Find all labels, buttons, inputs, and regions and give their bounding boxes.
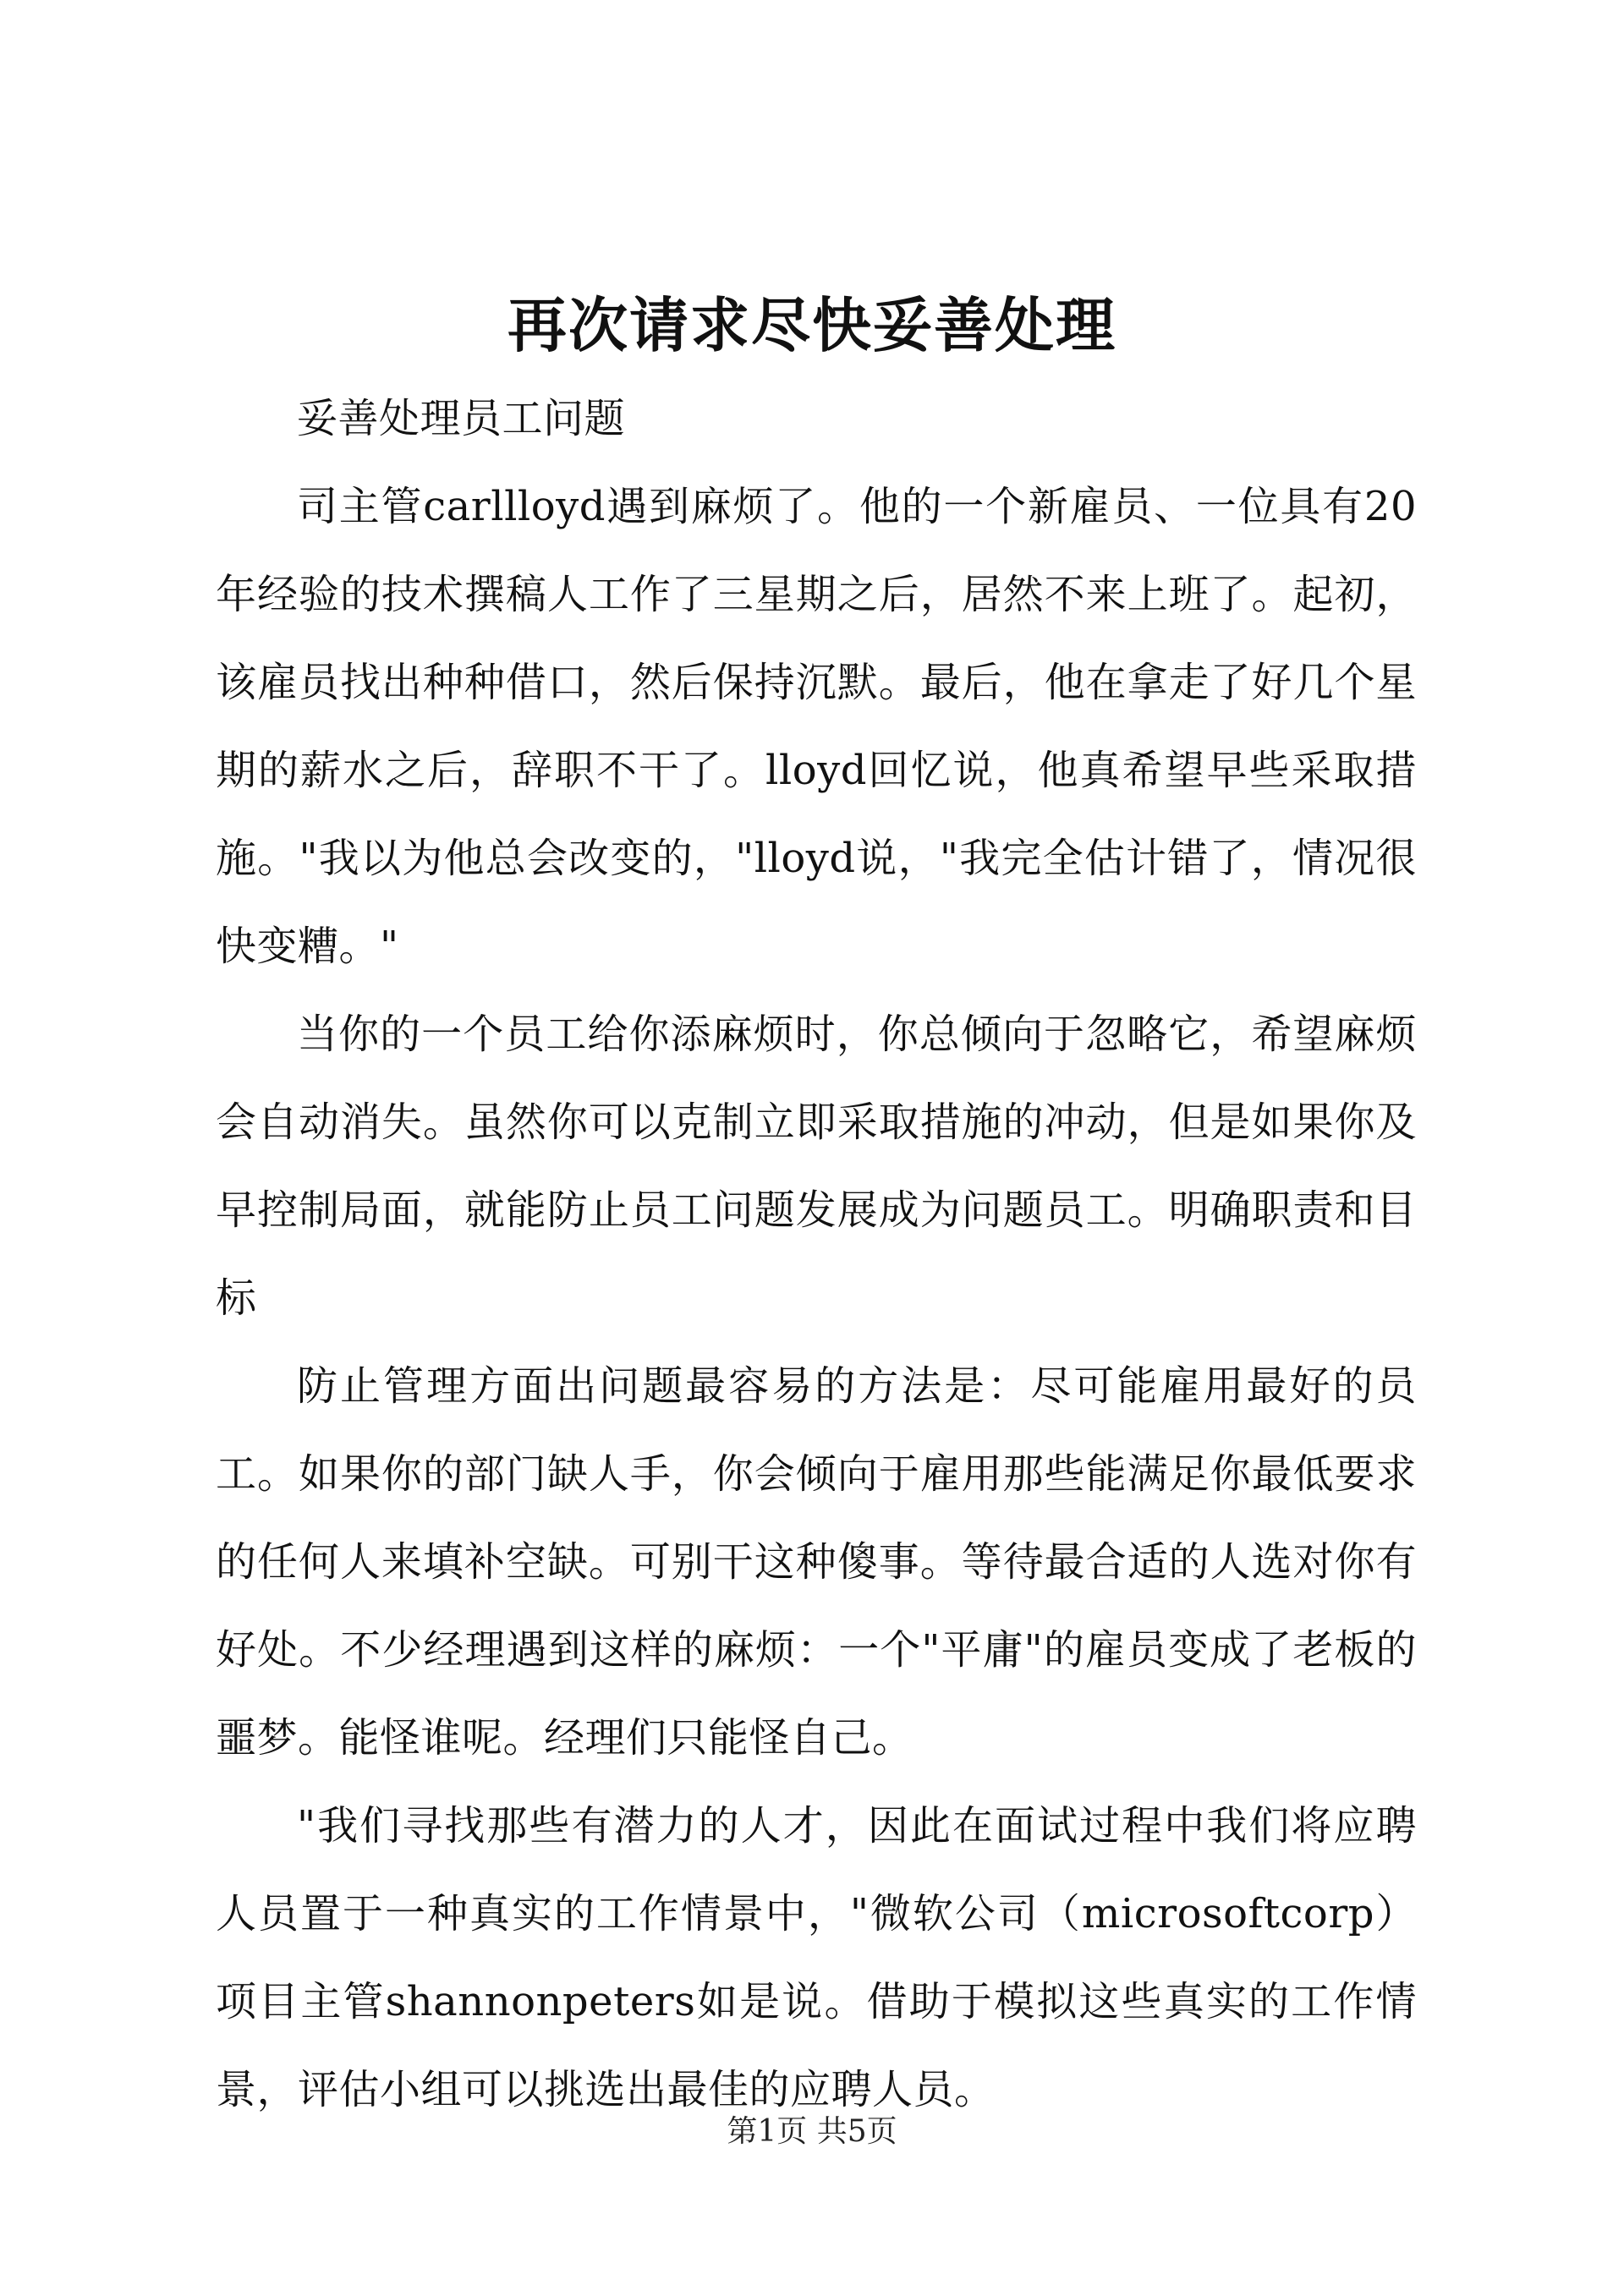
paragraph-hiring-best: 防止管理方面出问题最容易的方法是：尽可能雇用最好的员工。如果你的部门缺人手，你会倾向于雇用那些能满足你最低要求的任何人来填补空缺。可别干这种傻事。等待最合适的人选对你有好处。不少经理遇到这样的麻烦：一个"平庸"的雇员变成了老板的噩梦。能怪谁呢。经理们只能怪自己。 <box>216 1362 1417 1762</box>
paragraph-subtitle: 妥善处理员工问题 <box>297 395 626 442</box>
paragraph-carl-lloyd-story: 司主管carllloyd遇到麻烦了。他的一个新雇员、一位具有20年经验的技术撰稿人工作了三星期之后，居然不来上班了。起初，该雇员找出种种借口，然后保持沉默。最后，他在拿走了好几个星期的薪水之后，辞职不干了。lloyd回忆说，他真希望早些采取措施。"我以为他总会改变的，"lloyd说，"我完全估计错了，情况很快变糟。" <box>216 483 1417 970</box>
paragraph-microsoft-quote: "我们寻找那些有潜力的人才，因此在面试过程中我们将应聘人员置于一种真实的工作情景中，"微软公司（microsoftcorp）项目主管shannonpeters如是说。借助于模拟这些真实的工作情景，评估小组可以挑选出最佳的应聘人员。 <box>216 1802 1417 2113</box>
document-body <box>216 375 1417 2134</box>
document-title: 再次请求尽快妥善处理 <box>508 290 1116 360</box>
paragraph-ignoring-problems: 当你的一个员工给你添麻烦时，你总倾向于忽略它，希望麻烦会自动消失。虽然你可以克制立即采取措施的冲动，但是如果你及早控制局面，就能防止员工问题发展成为问题员工。明确职责和目标 <box>216 1011 1417 1322</box>
page-number-footer: 第1页 共5页 <box>727 2114 897 2149</box>
